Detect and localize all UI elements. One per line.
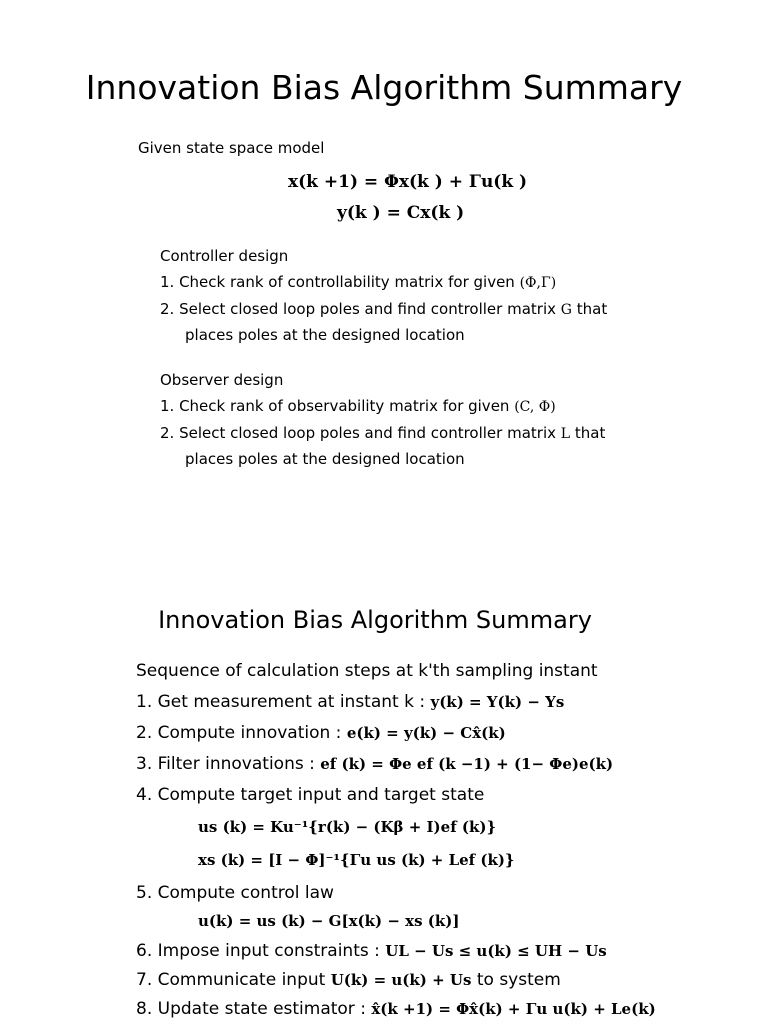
sequence-heading: Sequence of calculation steps at k'th sampling instant [136,661,598,681]
step-8: 8. Update state estimator : x̂(k +1) = Φx̂(k) + Γu u(k) + Le(k) [136,999,656,1019]
slide2-title: Innovation Bias Algorithm Summary [158,606,592,634]
controller-design-heading: Controller design [160,247,289,265]
step-4: 4. Compute target input and target state [136,785,485,805]
step-2-equation: e(k) = y(k) − Cx̂(k) [346,724,506,742]
observer-step-2: 2. Select closed loop poles and find controller matrix L that [160,424,606,442]
controllability-pair: (Φ,Γ) [519,275,557,291]
step-2: 2. Compute innovation : e(k) = y(k) − Cx̂(k) [136,723,506,743]
step-7: 7. Communicate input U(k) = u(k) + Us to system [136,970,561,990]
output-equation: y(k ) = Cx(k ) [337,203,465,223]
observer-step-2-cont: places poles at the designed location [185,450,465,468]
controller-step-2: 2. Select closed loop poles and find controller matrix G that [160,300,608,318]
step-3-equation: ef (k) = Φe ef (k −1) + (1− Φe)e(k) [320,755,614,773]
step-6-equation: UL − Us ≤ u(k) ≤ UH − Us [385,942,607,960]
observer-design-heading: Observer design [160,371,284,389]
target-state-equation: xs (k) = [I − Φ]⁻¹{Γu us (k) + Lef (k)} [198,851,515,869]
step-6: 6. Impose input constraints : UL − Us ≤ u(k) ≤ UH − Us [136,941,607,961]
step-5: 5. Compute control law [136,883,334,903]
observer-step-1: 1. Check rank of observability matrix for given (C, Φ) [160,397,556,415]
step-1: 1. Get measurement at instant k : y(k) = Y(k) − Ys [136,692,565,712]
step-7-equation: U(k) = u(k) + Us [330,971,472,989]
slide1-title: Innovation Bias Algorithm Summary [85,68,683,107]
controller-step-2-cont: places poles at the designed location [185,326,465,344]
given-model-label: Given state space model [138,139,325,157]
control-law-equation: u(k) = us (k) − G[x(k) − xs (k)] [198,912,460,930]
step-1-equation: y(k) = Y(k) − Ys [430,693,565,711]
controller-step-1: 1. Check rank of controllability matrix for given (Φ,Γ) [160,273,557,291]
state-equation: x(k +1) = Φx(k ) + Γu(k ) [288,172,528,192]
target-input-equation: us (k) = Ku⁻¹{r(k) − (Kβ + I)ef (k)} [198,818,497,836]
step-3: 3. Filter innovations : ef (k) = Φe ef (k −1) + (1− Φe)e(k) [136,754,614,774]
observability-pair: (C, Φ) [514,399,556,415]
step-8-equation: x̂(k +1) = Φx̂(k) + Γu u(k) + Le(k) [371,1000,656,1018]
